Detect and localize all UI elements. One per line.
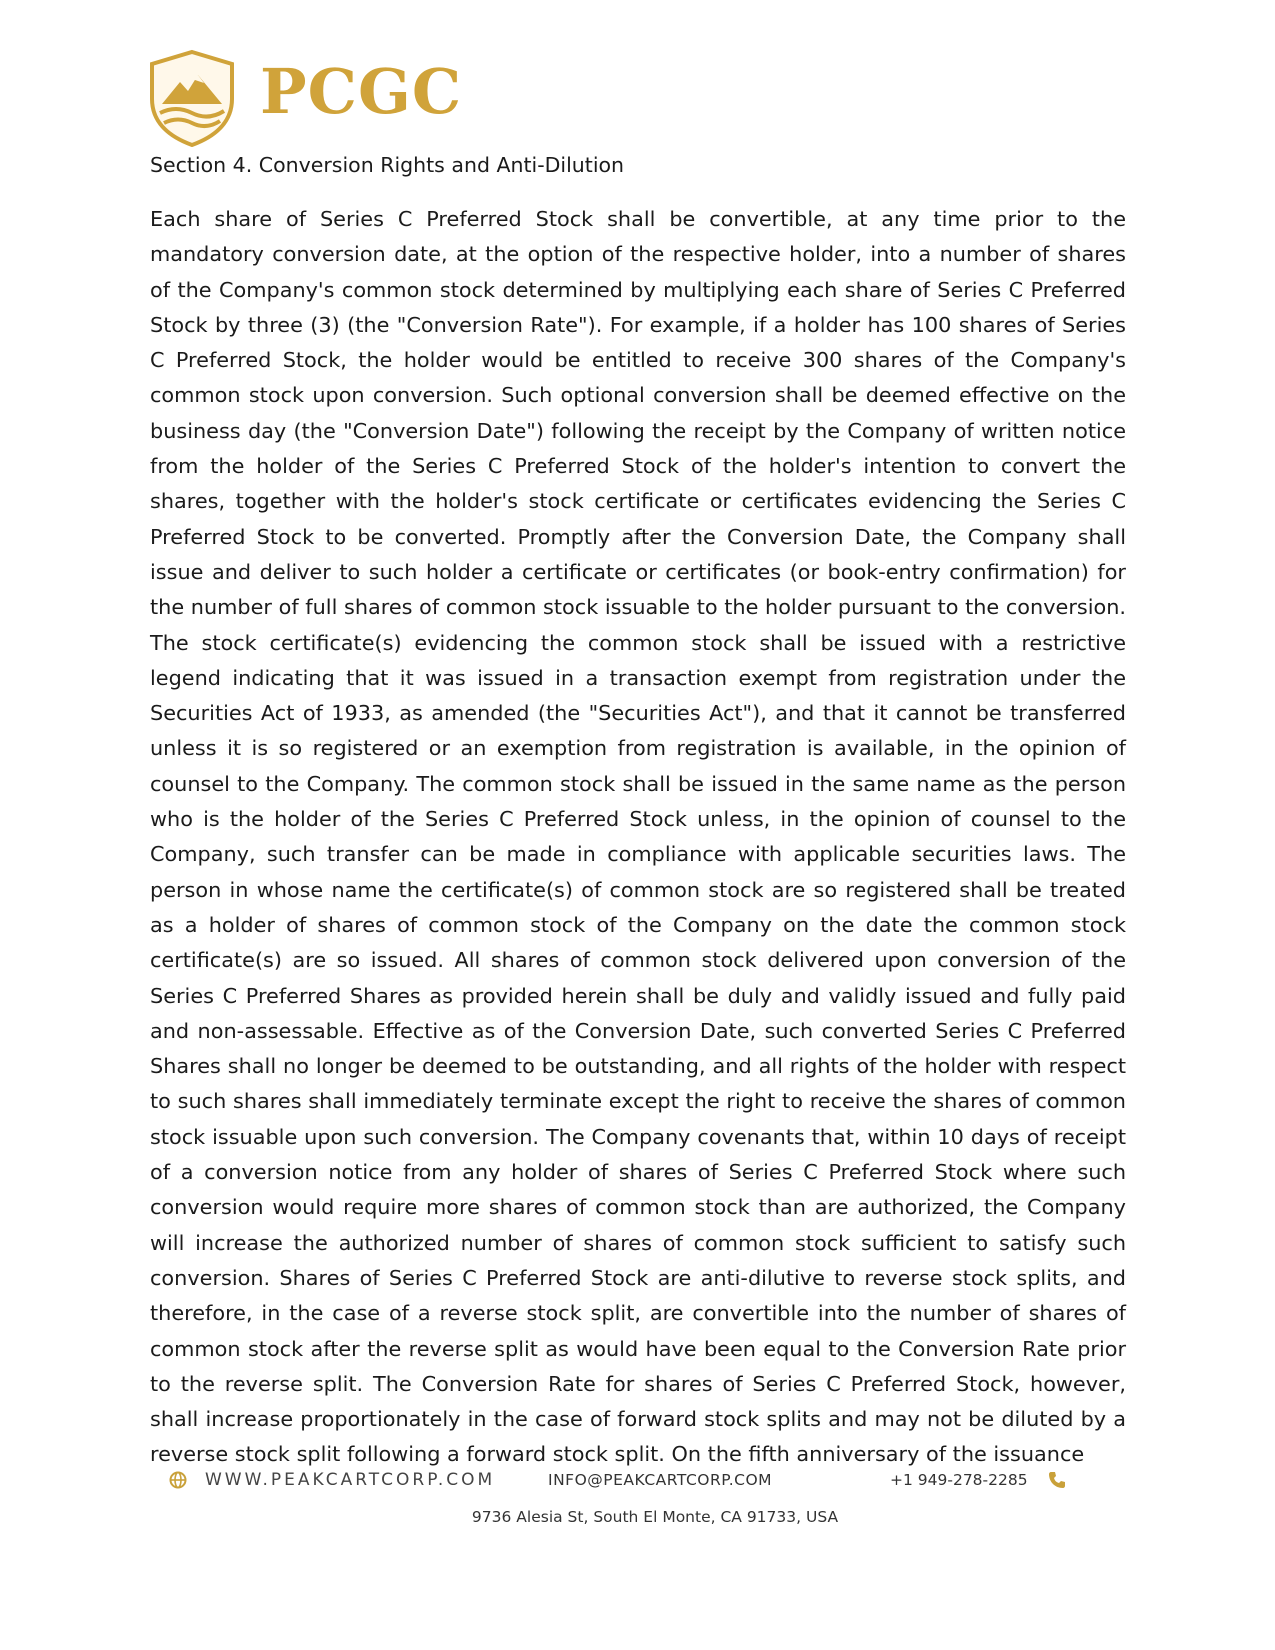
email-link[interactable]: INFO@PEAKCARTCORP.COM bbox=[548, 1471, 773, 1489]
mountain-shield-logo-icon bbox=[148, 49, 236, 147]
company-logo bbox=[148, 48, 463, 148]
section-title: Section 4. Conversion Rights and Anti-Dilution bbox=[150, 153, 625, 177]
company-address: 9736 Alesia St, South El Monte, CA 91733, USA bbox=[471, 1508, 839, 1526]
footer-contact-bar bbox=[0, 1466, 1275, 1494]
body-paragraph: Each share of Series C Preferred Stock shall be convertible, at any time prior to the mandatory conversion date, at the option of the respective holder, into a number of shares of the Company's common stock determined by multiplying each share of Series C Preferred Stock by three (3) (the "Conversion Rate"). For example, if a holder has 100 shares of Series C Preferred Stock, the holder would be entitled to receive 300 shares of the Company's common stock upon conversion. Such optional conversion shall be deemed effective on the business day (the "Conversion Date") following the receipt by the Company of written notice from the holder of the Series C Preferred Stock of the holder's intention to convert the shares, together with the holder's stock certificate or certificates evidencing the Series C Preferred Stock to be converted. Promptly after the Conversion Date, the Company shall issue and deliver to such holder a certificate or certificates (or book-entry confirmation) for the number of full shares of common stock issuable to the holder pursuant to the conversion. The stock certificate(s) evidencing the common stock shall be issued with a restrictive legend indicating that it was issued in a transaction exempt from registration under the Securities Act of 1933, as amended (the "Securities Act"), and that it cannot be transferred unless it is so registered or an exemption from registration is available, in the opinion of counsel to the Company. The common stock shall be issued in the same name as the person who is the holder of the Series C Preferred Stock unless, in the opinion of counsel to the Company, such transfer can be made in compliance with applicable securities laws. The person in whose name the certificate(s) of common stock are so registered shall be treated as a holder of shares of common stock of the Company on the date the common stock certificate(s) are so issued. All shares of common stock delivered upon conversion of the Series C Preferred Shares as provided herein shall be duly and validly issued and fully paid and non-assessable. Effective as of the Conversion Date, such converted Series C Preferred Shares shall no longer be deemed to be outstanding, and all rights of the holder with respect to such shares shall immediately terminate except the right to receive the shares of common stock issuable upon such conversion. The Company covenants that, within 10 days of receipt of a conversion notice from any holder of shares of Series C Preferred Stock where such conversion would require more shares of common stock than are authorized, the Company will increase the authorized number of shares of common stock sufficient to satisfy such conversion. Shares of Series C Preferred Stock are anti-dilutive to reverse stock splits, and therefore, in the case of a reverse stock split, are convertible into the number of shares of common stock after the reverse split as would have been equal to the Conversion Rate prior to the reverse split. The Conversion Rate for shares of Series C Preferred Stock, however, shall increase proportionately in the case of forward stock splits and may not be diluted by a reverse stock split following a forward stock split. On the fifth anniversary of the issuance bbox=[150, 207, 1126, 1467]
logo-wordmark: PCGC bbox=[260, 55, 463, 128]
phone-icon bbox=[1047, 1470, 1067, 1499]
phone-number[interactable]: +1 949-278-2285 bbox=[890, 1471, 1028, 1489]
globe-icon bbox=[168, 1470, 188, 1499]
website-link[interactable]: WWW.PEAKCARTCORP.COM bbox=[205, 1470, 496, 1490]
